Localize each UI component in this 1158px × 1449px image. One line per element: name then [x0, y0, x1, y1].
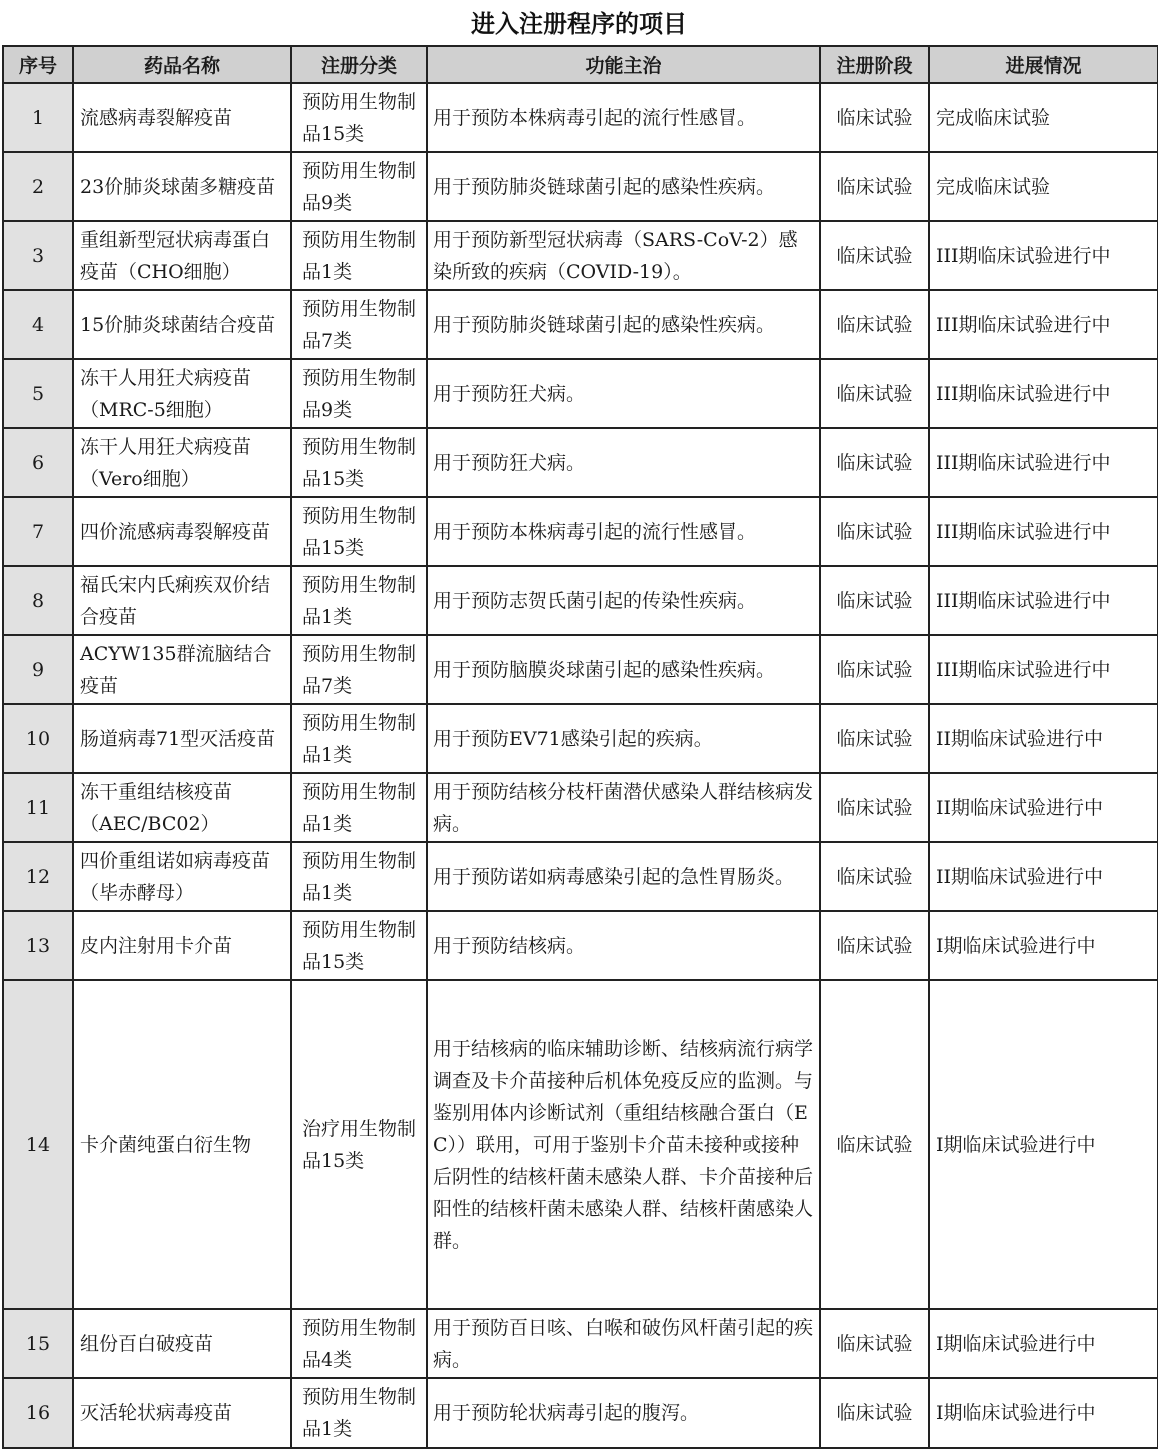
header-function: 功能主治 — [427, 46, 820, 83]
cell-drug-name: 重组新型冠状病毒蛋白疫苗（CHO细胞） — [73, 221, 291, 290]
cell-stage: 临床试验 — [820, 290, 929, 359]
cell-progress: III期临床试验进行中 — [929, 635, 1158, 704]
cell-category: 预防用生物制品7类 — [291, 290, 427, 359]
cell-progress: II期临床试验进行中 — [929, 704, 1158, 773]
cell-category: 预防用生物制品9类 — [291, 359, 427, 428]
cell-progress: II期临床试验进行中 — [929, 842, 1158, 911]
header-no: 序号 — [3, 46, 73, 83]
cell-drug-name: 肠道病毒71型灭活疫苗 — [73, 704, 291, 773]
cell-category: 预防用生物制品15类 — [291, 83, 427, 152]
cell-drug-name: 流感病毒裂解疫苗 — [73, 83, 291, 152]
header-name: 药品名称 — [73, 46, 291, 83]
cell-stage: 临床试验 — [820, 842, 929, 911]
cell-no: 7 — [3, 497, 73, 566]
cell-stage: 临床试验 — [820, 359, 929, 428]
table-row — [3, 635, 1158, 704]
cell-stage: 临床试验 — [820, 773, 929, 842]
table-row — [3, 842, 1158, 911]
cell-drug-name: 冻干人用狂犬病疫苗（MRC-5细胞） — [73, 359, 291, 428]
cell-stage: 临床试验 — [820, 635, 929, 704]
cell-no: 16 — [3, 1378, 73, 1448]
cell-drug-name: 冻干重组结核疫苗（AEC/BC02） — [73, 773, 291, 842]
cell-progress: 完成临床试验 — [929, 83, 1158, 152]
cell-drug-name: 冻干人用狂犬病疫苗（Vero细胞） — [73, 428, 291, 497]
cell-function: 用于预防结核分枝杆菌潜伏感染人群结核病发病。 — [427, 773, 820, 842]
cell-stage: 临床试验 — [820, 497, 929, 566]
table-row — [3, 911, 1158, 980]
cell-progress: I期临床试验进行中 — [929, 1378, 1158, 1448]
table-row — [3, 83, 1158, 152]
cell-function: 用于预防肺炎链球菌引起的感染性疾病。 — [427, 290, 820, 359]
cell-no: 11 — [3, 773, 73, 842]
cell-category: 预防用生物制品9类 — [291, 152, 427, 221]
cell-stage: 临床试验 — [820, 1378, 929, 1448]
table-row — [3, 428, 1158, 497]
cell-stage: 临床试验 — [820, 428, 929, 497]
table-row — [3, 290, 1158, 359]
cell-no: 10 — [3, 704, 73, 773]
cell-function: 用于预防本株病毒引起的流行性感冒。 — [427, 497, 820, 566]
table-row — [3, 704, 1158, 773]
cell-function: 用于预防结核病。 — [427, 911, 820, 980]
cell-drug-name: 卡介菌纯蛋白衍生物 — [73, 980, 291, 1309]
cell-stage: 临床试验 — [820, 566, 929, 635]
cell-stage: 临床试验 — [820, 911, 929, 980]
cell-category: 预防用生物制品4类 — [291, 1309, 427, 1378]
header-progress: 进展情况 — [929, 46, 1158, 83]
cell-function: 用于预防新型冠状病毒（SARS-CoV-2）感染所致的疾病（COVID-19）。 — [427, 221, 820, 290]
cell-category: 预防用生物制品1类 — [291, 773, 427, 842]
cell-drug-name: 四价流感病毒裂解疫苗 — [73, 497, 291, 566]
cell-function: 用于预防轮状病毒引起的腹泻。 — [427, 1378, 820, 1448]
cell-progress: II期临床试验进行中 — [929, 773, 1158, 842]
cell-progress: III期临床试验进行中 — [929, 290, 1158, 359]
cell-drug-name: ACYW135群流脑结合疫苗 — [73, 635, 291, 704]
cell-function: 用于预防脑膜炎球菌引起的感染性疾病。 — [427, 635, 820, 704]
cell-progress: I期临床试验进行中 — [929, 1309, 1158, 1378]
cell-progress: III期临床试验进行中 — [929, 221, 1158, 290]
cell-category: 预防用生物制品1类 — [291, 566, 427, 635]
cell-no: 9 — [3, 635, 73, 704]
cell-progress: 完成临床试验 — [929, 152, 1158, 221]
cell-drug-name: 福氏宋内氏痢疾双价结合疫苗 — [73, 566, 291, 635]
cell-no: 5 — [3, 359, 73, 428]
table-row — [3, 221, 1158, 290]
cell-no: 4 — [3, 290, 73, 359]
cell-function: 用于预防EV71感染引起的疾病。 — [427, 704, 820, 773]
cell-stage: 临床试验 — [820, 221, 929, 290]
cell-no: 3 — [3, 221, 73, 290]
cell-no: 12 — [3, 842, 73, 911]
cell-no: 1 — [3, 83, 73, 152]
cell-progress: III期临床试验进行中 — [929, 428, 1158, 497]
header-category: 注册分类 — [291, 46, 427, 83]
cell-no: 6 — [3, 428, 73, 497]
cell-function: 用于预防本株病毒引起的流行性感冒。 — [427, 83, 820, 152]
cell-function: 用于预防百日咳、白喉和破伤风杆菌引起的疾病。 — [427, 1309, 820, 1378]
cell-drug-name: 15价肺炎球菌结合疫苗 — [73, 290, 291, 359]
table-row — [3, 359, 1158, 428]
page-title: 进入注册程序的项目 — [471, 10, 687, 38]
cell-category: 预防用生物制品7类 — [291, 635, 427, 704]
cell-drug-name: 皮内注射用卡介苗 — [73, 911, 291, 980]
registration-table — [2, 45, 1158, 1449]
cell-no: 8 — [3, 566, 73, 635]
table-row — [3, 1309, 1158, 1378]
cell-stage: 临床试验 — [820, 1309, 929, 1378]
cell-category: 预防用生物制品15类 — [291, 428, 427, 497]
table-row — [3, 980, 1158, 1309]
cell-category: 预防用生物制品15类 — [291, 911, 427, 980]
cell-function: 用于预防肺炎链球菌引起的感染性疾病。 — [427, 152, 820, 221]
cell-no: 15 — [3, 1309, 73, 1378]
cell-progress: III期临床试验进行中 — [929, 359, 1158, 428]
cell-no: 13 — [3, 911, 73, 980]
cell-progress: III期临床试验进行中 — [929, 566, 1158, 635]
cell-progress: III期临床试验进行中 — [929, 497, 1158, 566]
cell-progress: I期临床试验进行中 — [929, 980, 1158, 1309]
cell-function: 用于预防诺如病毒感染引起的急性胃肠炎。 — [427, 842, 820, 911]
table-row — [3, 566, 1158, 635]
cell-progress: I期临床试验进行中 — [929, 911, 1158, 980]
cell-category: 预防用生物制品1类 — [291, 221, 427, 290]
cell-function: 用于预防狂犬病。 — [427, 428, 820, 497]
header-stage: 注册阶段 — [820, 46, 929, 83]
cell-function: 用于预防狂犬病。 — [427, 359, 820, 428]
table-row — [3, 773, 1158, 842]
cell-drug-name: 四价重组诺如病毒疫苗（毕赤酵母） — [73, 842, 291, 911]
cell-category: 预防用生物制品1类 — [291, 1378, 427, 1448]
cell-drug-name: 组份百白破疫苗 — [73, 1309, 291, 1378]
cell-function: 用于结核病的临床辅助诊断、结核病流行病学调查及卡介苗接种后机体免疫反应的监测。与鉴别用体内诊断试剂（重组结核融合蛋白（EC））联用，可用于鉴别卡介苗未接种或接种后阴性的结核杆菌未感染人群、卡介苗接种后阳性的结核杆菌未感染人群、结核杆菌感染人群。 — [427, 980, 820, 1309]
cell-stage: 临床试验 — [820, 704, 929, 773]
cell-stage: 临床试验 — [820, 83, 929, 152]
cell-no: 14 — [3, 980, 73, 1309]
cell-function: 用于预防志贺氏菌引起的传染性疾病。 — [427, 566, 820, 635]
cell-drug-name: 23价肺炎球菌多糖疫苗 — [73, 152, 291, 221]
cell-stage: 临床试验 — [820, 152, 929, 221]
table-header-row — [3, 46, 1158, 83]
cell-stage: 临床试验 — [820, 980, 929, 1309]
cell-category: 治疗用生物制品15类 — [291, 980, 427, 1309]
table-row — [3, 497, 1158, 566]
cell-drug-name: 灭活轮状病毒疫苗 — [73, 1378, 291, 1448]
cell-no: 2 — [3, 152, 73, 221]
cell-category: 预防用生物制品1类 — [291, 704, 427, 773]
table-row — [3, 1378, 1158, 1448]
table-row — [3, 152, 1158, 221]
cell-category: 预防用生物制品15类 — [291, 497, 427, 566]
cell-category: 预防用生物制品1类 — [291, 842, 427, 911]
